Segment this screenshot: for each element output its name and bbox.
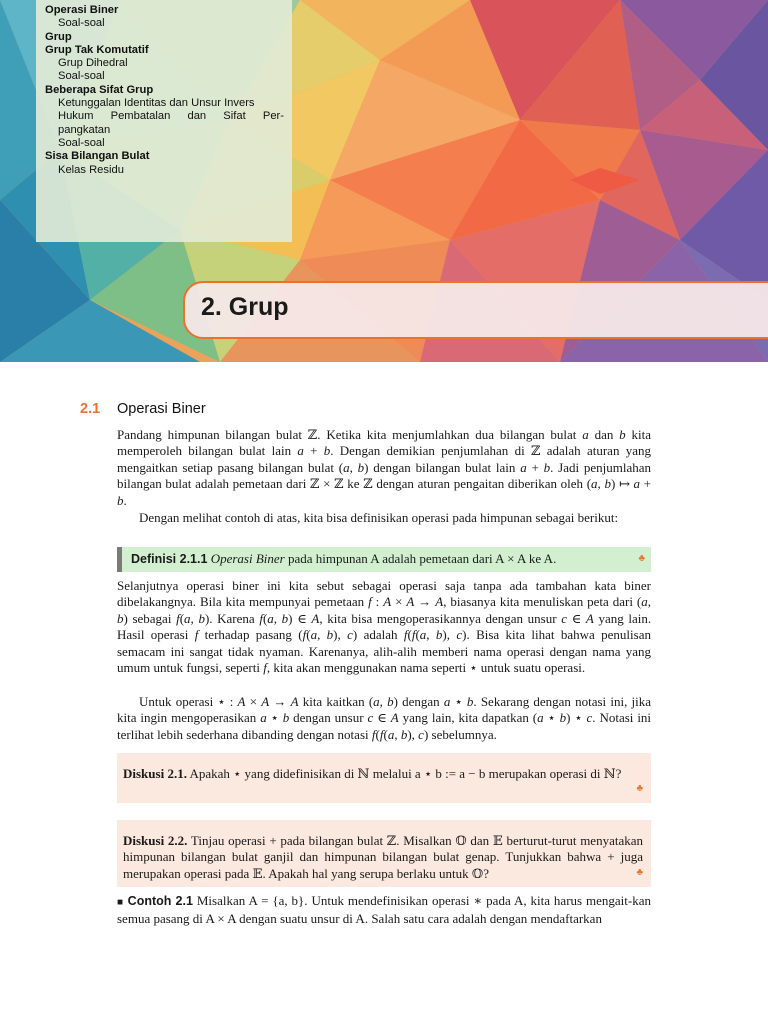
section-number: 2.1	[80, 401, 101, 417]
discussion-text: Tinjau operasi + pada bilangan bulat ℤ. Misalkan 𝕆 dan 𝔼 berturut-turut menyatakan himpunan bilangan bulat ganjil dan himpunan bilangan bulat genap. Tunjukkan bahwa + juga merupakan operasi pada 𝔼. Apakah hal yang serupa berlaku untuk 𝕆?	[123, 833, 643, 881]
club-icon: ♣	[636, 866, 643, 878]
example-label: Contoh 2.1	[127, 894, 193, 908]
club-icon: ♣	[638, 553, 645, 564]
definition-term: Operasi Biner	[210, 551, 285, 566]
paragraph: Selanjutnya operasi biner ini kita sebut sebagai operasi saja tanpa ada tambahan kata biner dibelakangnya. Bila kita mempunyai pemetaan f : A × A → A, biasanya kita menuliskan peta dari (a, b) sebagai f(a, b). Karena f(a, b) ∈ A, kita bisa mengoperasikannya dengan unsur c ∈ A yang lain. Hasil operasi f terhadap pasang (f(a, b), c) adalah f(f(a, b), c). Bisa kita lihat bahwa penulisan semacam ini sangat tidak nyaman. Karenanya, alih-alih memberi nama operasi dengan nama yang umum untuk fungsi, seperti f, kita akan menggunakan nama seperti ⋆ untuk suatu operasi.	[117, 578, 652, 676]
toc-item[interactable]: pangkatan	[58, 123, 111, 136]
section-heading	[80, 401, 206, 417]
toc-item[interactable]: Ketunggalan Identitas dan Unsur Invers	[58, 97, 255, 110]
discussion-text: Apakah ⋆ yang didefinisikan di ℕ melalui a ⋆ b := a − b merupakan operasi di ℕ?	[186, 766, 622, 781]
discussion-box	[117, 820, 651, 887]
chapter-title: 2. Grup	[201, 293, 289, 321]
paragraph: Dengan melihat contoh di atas, kita bisa definisikan operasi pada himpunan sebagai berikut:	[139, 510, 619, 525]
toc-item[interactable]: Soal-soal	[58, 136, 105, 149]
table-of-contents	[36, 0, 292, 242]
toc-item[interactable]: Soal-soal	[58, 70, 105, 83]
bullet-square-icon: ■	[117, 897, 124, 908]
chapter-title-box	[183, 281, 768, 339]
paragraph: Pandang himpunan bilangan bulat ℤ. Ketika kita menjumlahkan dua bilangan bulat a dan b kita memperoleh bilangan bulat lain a + b. Dengan demikian penjumlahan di ℤ adalah aturan yang mengaitkan setiap pasang bilangan bulat (a, b) dengan bilangan bulat lain a + b. Jadi penjumlahan bilangan bulat adalah pemetaan dari ℤ × ℤ ke ℤ dengan aturan pengaitan diberikan oleh (a, b) ↦ a + b.	[117, 427, 652, 508]
toc-item[interactable]: Kelas Residu	[58, 163, 124, 176]
definition-box	[117, 547, 651, 572]
toc-item[interactable]: Grup Tak Komutatif	[45, 43, 149, 56]
club-icon: ♣	[636, 782, 643, 794]
paragraph: Untuk operasi ⋆ : A × A → A kita kaitkan (a, b) dengan a ⋆ b. Sekarang dengan notasi ini, jika kita ingin mengoperasikan a ⋆ b dengan unsur c ∈ A yang lain, kita dapatkan (a ⋆ b) ⋆ c. Notasi ini terlihat lebih sederhana dibanding dengan notasi f(f(a, b), c) sebelumnya.	[117, 694, 652, 742]
discussion-label: Diskusi 2.2.	[123, 833, 188, 848]
chapter-banner	[0, 0, 768, 362]
toc-item[interactable]: Beberapa Sifat Grup	[45, 83, 154, 96]
example-block	[117, 893, 651, 928]
section-title: Operasi Biner	[117, 401, 206, 417]
toc-item[interactable]: Sisa Bilangan Bulat	[45, 150, 150, 163]
toc-item[interactable]: Grup	[45, 30, 72, 43]
toc-item[interactable]: Operasi Biner	[45, 4, 119, 16]
toc-item[interactable]: Grup Dihedral	[58, 57, 128, 70]
definition-text: pada himpunan A adalah pemetaan dari A × A ke A.	[284, 551, 557, 566]
toc-item[interactable]: Soal-soal	[58, 17, 105, 30]
example-text: Misalkan A = {a, b}. Untuk mendefinisikan operasi ∗ pada A, kita harus mengait-kan semua pasang di A × A dengan suatu unsur di A. Salah satu cara adalah dengan mendaftarkan	[117, 893, 651, 927]
discussion-label: Diskusi 2.1.	[123, 766, 187, 781]
toc-item[interactable]: Hukum Pembatalan dan Sifat Per-	[58, 110, 284, 123]
discussion-box	[117, 753, 651, 803]
definition-label: Definisi 2.1.1	[131, 552, 208, 566]
